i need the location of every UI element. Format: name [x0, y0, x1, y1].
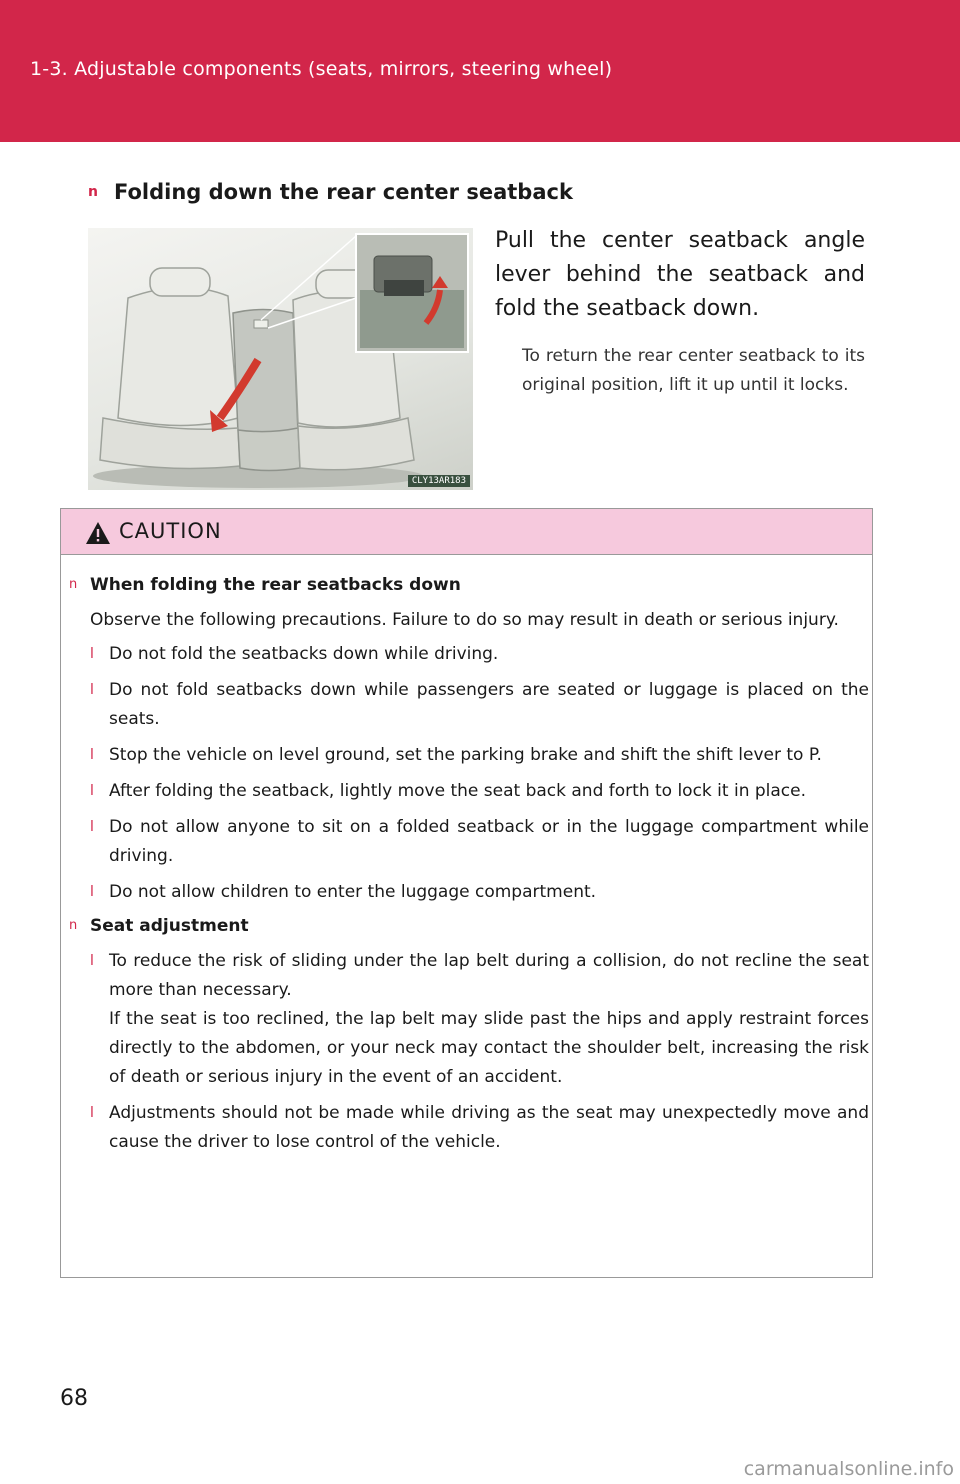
list-item	[90, 1099, 869, 1157]
list-item-text: Do not allow anyone to sit on a folded seatback or in the luggage compartment while driving.	[109, 817, 869, 866]
precaution-list	[90, 640, 869, 907]
list-item	[90, 640, 869, 669]
rear-seat-drawing	[88, 228, 473, 490]
list-item-text: Do not allow children to enter the luggage compartment.	[109, 882, 597, 902]
list-item-text: Do not fold seatbacks down while passengers are seated or luggage is placed on the seats.	[109, 680, 869, 729]
subheading-text: Seat adjustment	[90, 916, 249, 936]
note-text: To return the rear center seatback to its original position, lift it up until it locks.	[522, 346, 865, 395]
caution-box	[60, 508, 873, 1278]
list-bullet: l	[90, 953, 94, 969]
chapter-title: 1-3. Adjustable components (seats, mirrors, steering wheel)	[30, 58, 613, 80]
caution-header	[61, 509, 872, 555]
caution-title: CAUTION	[119, 519, 222, 543]
list-bullet: l	[90, 1105, 94, 1121]
caution-subheading	[69, 914, 869, 938]
subheading-bullet: n	[69, 918, 78, 933]
list-item-text: Do not fold the seatbacks down while driving.	[109, 644, 499, 664]
seat-illustration	[88, 228, 473, 490]
site-watermark: carmanualsonline.info	[743, 1458, 954, 1480]
list-item	[90, 878, 869, 907]
caution-intro: Observe the following precautions. Failure to do so may result in death or serious injury.	[90, 610, 839, 630]
chapter-header	[0, 0, 960, 142]
list-item	[90, 676, 869, 734]
list-bullet: l	[90, 747, 94, 763]
list-bullet: l	[90, 783, 94, 799]
list-item-text: Adjustments should not be made while driving as the seat may unexpectedly move and cause the driver to lose control of the vehicle.	[109, 1103, 869, 1152]
instruction-text: Pull the center seatback angle lever behind the seatback and fold the seatback down.	[495, 228, 865, 321]
page-number: 68	[60, 1386, 88, 1411]
figure-code: CLY13AR183	[408, 475, 470, 487]
list-bullet: l	[90, 884, 94, 900]
section-bullet: n	[88, 184, 98, 200]
list-item-text: After folding the seatback, lightly move the seat back and forth to lock it in place.	[109, 781, 807, 801]
subheading-text: When folding the rear seatbacks down	[90, 575, 461, 595]
list-item-text: To reduce the risk of sliding under the lap belt during a collision, do not recline the seat more than necessary.	[109, 951, 869, 1000]
list-item	[90, 813, 869, 871]
caution-subheading	[69, 573, 869, 597]
list-bullet: l	[90, 646, 94, 662]
section-heading-text: Folding down the rear center seatback	[114, 180, 573, 204]
list-bullet: l	[90, 682, 94, 698]
list-item	[90, 777, 869, 806]
seat-adjustment-list	[90, 947, 869, 1157]
subheading-bullet: n	[69, 577, 78, 592]
list-item-text: Stop the vehicle on level ground, set the parking brake and shift the shift lever to P.	[109, 745, 822, 765]
caution-body	[69, 573, 869, 1164]
section-heading	[88, 180, 573, 204]
list-bullet: l	[90, 819, 94, 835]
list-item	[90, 947, 869, 1092]
warning-triangle-icon	[85, 521, 111, 545]
list-item	[90, 741, 869, 770]
list-item-text-continued: If the seat is too reclined, the lap belt may slide past the hips and apply restraint forces directly to the abdomen, or your neck may contact the shoulder belt, increasing the risk of death or serious injury in the event of an accident.	[109, 1009, 869, 1087]
